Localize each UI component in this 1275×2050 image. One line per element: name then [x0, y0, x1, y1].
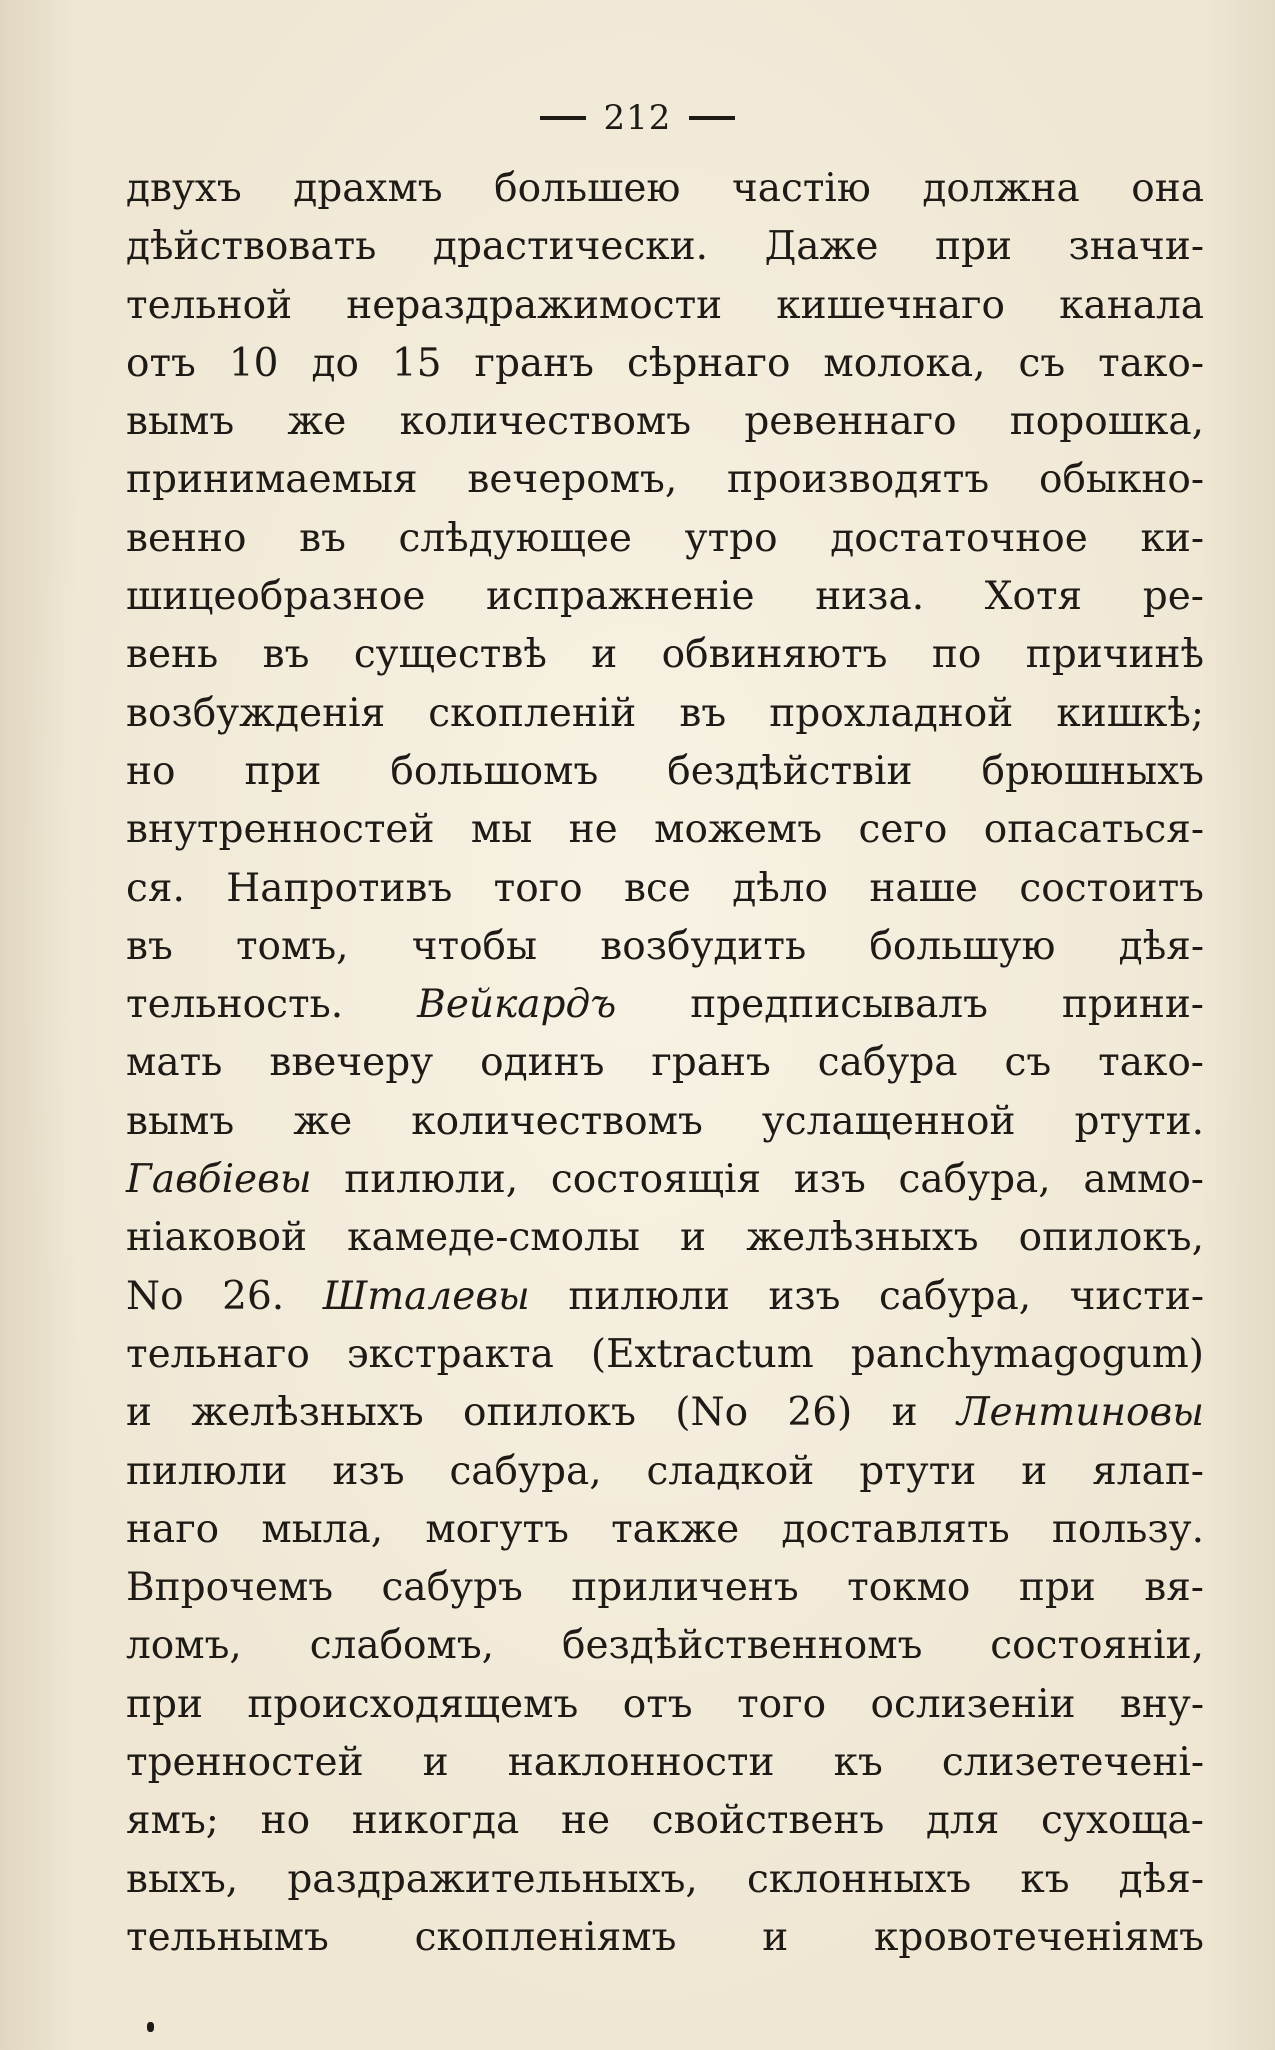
- text-line-with-remedy: [126, 1384, 1204, 1442]
- text-line: отъ 10 до 15 гранъ сѣрнаго молока, съ тако-: [126, 340, 1204, 386]
- text-line: тельнаго экстракта (Extractum panchymagogum): [126, 1331, 1204, 1377]
- folio-dash-left: [540, 116, 586, 120]
- text-line-with-remedy: [126, 1268, 1204, 1326]
- author-name-weikard: Вейкардъ: [417, 982, 617, 1028]
- line-text: пилюли, состоящія изъ сабура, аммо-: [311, 1157, 1204, 1203]
- text-line: возбужденія скопленій въ прохладной кишкѣ;: [126, 690, 1204, 736]
- ink-speck: [147, 2022, 154, 2032]
- text-line: мать ввечеру одинъ гранъ сабура съ тако-: [126, 1040, 1204, 1086]
- text-line: внутренностей мы не можемъ сего опасаться-: [126, 807, 1204, 853]
- text-line: пилюли изъ сабура, сладкой ртути и ялап-: [126, 1448, 1204, 1494]
- text-line: при происходящемъ отъ того ослизеніи вну-: [126, 1681, 1204, 1727]
- remedy-name-lentin: Лентиновы: [956, 1390, 1204, 1436]
- text-line: тренностей и наклонности къ слизетечені-: [126, 1740, 1204, 1786]
- text-line: венно въ слѣдующее утро достаточное ки-: [126, 515, 1204, 561]
- line-text: No 26.: [126, 1273, 323, 1319]
- text-line: тельнымъ скопленіямъ и кровотеченіямъ: [126, 1914, 1204, 1960]
- text-line: ся. Напротивъ того все дѣло наше состоитъ: [126, 865, 1204, 911]
- text-line: ямъ; но никогда не свойственъ для сухоща-: [126, 1798, 1204, 1844]
- line-text: пилюли изъ сабура, чисти-: [529, 1273, 1204, 1319]
- text-line: выхъ, раздражительныхъ, склонныхъ къ дѣя-: [126, 1856, 1204, 1902]
- text-line: но при большомъ бездѣйствіи брюшныхъ: [126, 748, 1204, 794]
- body-text: [126, 160, 1204, 1967]
- line-text: предписывалъ прини-: [616, 982, 1204, 1028]
- text-line: Впрочемъ сабуръ приличенъ токмо при вя-: [126, 1565, 1204, 1611]
- text-line: двухъ драхмъ большею частію должна она: [126, 166, 1204, 211]
- text-line: шицеобразное испражненіе низа. Хотя ре-: [126, 574, 1204, 620]
- text-line: ніаковой камеде-смолы и желѣзныхъ опилокъ,: [126, 1215, 1204, 1261]
- text-line: въ томъ, чтобы возбудить большую дѣя-: [126, 923, 1204, 969]
- text-line: тельной нераздражимости кишечнаго канала: [126, 282, 1204, 328]
- line-text: и желѣзныхъ опилокъ (No 26) и: [126, 1390, 957, 1436]
- text-line-with-remedy: [126, 1151, 1204, 1209]
- text-line: вымъ же количествомъ ревеннаго порошка,: [126, 399, 1204, 445]
- text-line: наго мыла, могутъ также доставлять пользу.: [126, 1506, 1204, 1552]
- text-line: принимаемыя вечеромъ, производятъ обыкно-: [126, 457, 1204, 503]
- line-text: тельность.: [126, 982, 418, 1028]
- page-number-header: [0, 98, 1275, 138]
- text-line: вень въ существѣ и обвиняютъ по причинѣ: [126, 632, 1204, 678]
- text-line: дѣйствовать драстически. Даже при значи-: [126, 224, 1204, 270]
- remedy-name-stahl: Шталевы: [322, 1273, 530, 1319]
- text-line-with-author: [126, 976, 1204, 1034]
- text-line: вымъ же количествомъ услащенной ртути.: [126, 1098, 1204, 1144]
- remedy-name-gaubius: Гавбіевы: [126, 1157, 312, 1203]
- folio-dash-right: [689, 116, 735, 120]
- text-line: ломъ, слабомъ, бездѣйственномъ состояніи,: [126, 1623, 1204, 1669]
- page-number: 212: [603, 98, 672, 138]
